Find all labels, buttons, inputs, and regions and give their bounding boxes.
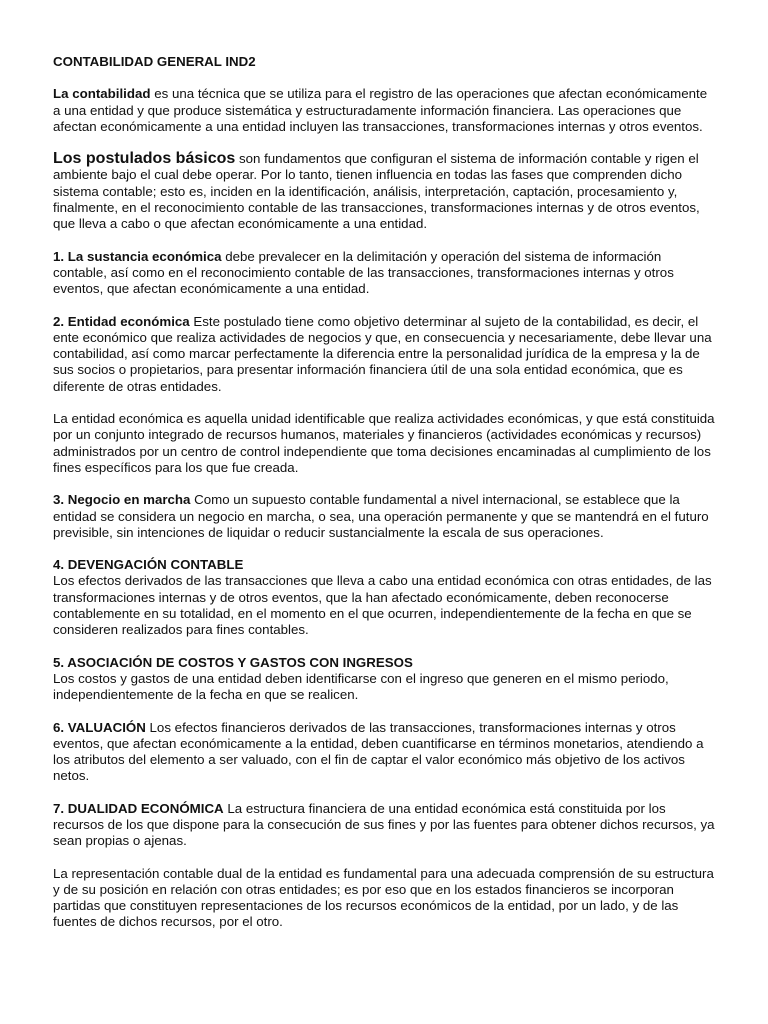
term-contabilidad: La contabilidad <box>53 86 151 102</box>
postulado-heading: 3. Negocio en marcha <box>53 492 191 508</box>
postulado-heading: 1. La sustancia económica <box>53 248 222 264</box>
postulado-valuacion <box>53 720 718 785</box>
postulado-asociacion-costos <box>53 655 718 704</box>
paragraph-text: Los costos y gastos de una entidad deben identificarse con el ingreso que generen en el mismo periodo, independientemente de la fecha en que se realicen. <box>53 670 669 703</box>
paragraph-text: Los efectos financieros derivados de las transacciones, transformaciones internas y otros eventos, que afectan económicamente a la entidad, deben cuantificarse en términos monetarios, atendiendo a los atributos del elemento a ser valuado, con el fin de captar el valor económico más objetivo de los activos netos. <box>53 719 704 784</box>
term-postulados-basicos: Los postulados básicos <box>53 150 236 168</box>
paragraph-contabilidad <box>53 86 718 135</box>
document-title: CONTABILIDAD GENERAL IND2 <box>53 54 256 69</box>
paragraph-dualidad-detalle: La representación contable dual de la entidad es fundamental para una adecuada comprensión de su estructura y de su posición en relación con otras entidades; es por eso que en los estados financieros se incorporan partidas que constituyen representaciones de los recursos económicos de la entidad, por un lado, y de las fuentes de dichos recursos, por el otro. <box>53 865 714 930</box>
postulado-heading: 2. Entidad económica <box>53 313 190 329</box>
postulado-heading: 5. ASOCIACIÓN DE COSTOS Y GASTOS CON INGRESOS <box>53 654 413 670</box>
postulado-heading: 4. DEVENGACIÓN CONTABLE <box>53 557 244 573</box>
paragraph-text: son fundamentos que configuran el sistema de información contable y rigen el ambiente bajo el cual debe operar. Por lo tanto, tienen influencia en todas las fases que comprenden dicho sistema contable; esto es, inciden en la identificación, análisis, interpretación, captación, procesamiento y, finalmente, en el reconocimiento contable de las transacciones, transformaciones internas y de otros eventos, que lleva a cabo o que afectan económicamente a una entidad. <box>53 151 700 232</box>
paragraph-text: es una técnica que se utiliza para el registro de las operaciones que afectan económicamente a una entidad y que produce sistemática y estructuradamente información financiera. Las operaciones que afectan económicamente a una entidad incluyen las transacciones, transformaciones internas y otros eventos. <box>53 86 708 134</box>
postulado-dualidad-economica <box>53 801 718 850</box>
postulado-devengacion-contable <box>53 557 718 638</box>
paragraph-text: Como un supuesto contable fundamental a nivel internacional, se establece que la entidad se considera un negocio en marcha, o sea, una operación permanente y que se mantendrá en el futuro previsible, sin intenciones de liquidar o reducir sustancialmente la escala de sus operaciones. <box>53 492 709 540</box>
paragraph-text: La estructura financiera de una entidad económica está constituida por los recursos de los que dispone para la consecución de sus fines y por las fuentes para obtener dichos recursos, ya sean propias o ajenas. <box>53 800 715 849</box>
paragraph-postulados <box>53 151 718 232</box>
postulado-sustancia-economica <box>53 249 718 298</box>
postulado-negocio-en-marcha <box>53 492 718 541</box>
postulado-heading: 6. VALUACIÓN <box>53 719 146 735</box>
paragraph-text: Los efectos derivados de las transacciones que lleva a cabo una entidad económica con otras entidades, de las transformaciones internas y de otros eventos, que la han afectado económicamente, deben reconocerse contablemente en su totalidad, en el momento en el que ocurren, independientemente de la fecha en que se consideren realizados para fines contables. <box>53 573 712 638</box>
postulado-heading: 7. DUALIDAD ECONÓMICA <box>53 800 224 816</box>
paragraph-entidad-economica-detalle: La entidad económica es aquella unidad identificable que realiza actividades económicas, y que está constituida por un conjunto integrado de recursos humanos, materiales y financieros (actividades económicas y recursos) administrados por un centro de control independiente que toma decisiones encaminadas al cumplimiento de los fines específicos para los que fue creada. <box>53 411 715 475</box>
paragraph-text: debe prevalecer en la delimitación y operación del sistema de información contable, así como en el reconocimiento contable de las transacciones, transformaciones internas y otros eventos, que afectan económicamente a una entidad. <box>53 248 674 297</box>
postulado-entidad-economica <box>53 314 718 395</box>
paragraph-text: Este postulado tiene como objetivo determinar al sujeto de la contabilidad, es decir, el ente económico que realiza actividades de negocios y que, en consecuencia y necesariamente, debe llevar una contabilidad, así como marcar perfectamente la diferencia entre la personalidad jurídica de la empresa y la de sus socios o propietarios, para presentar información financiera útil de una sola entidad económica, que es diferente de otras entidades. <box>53 313 712 394</box>
